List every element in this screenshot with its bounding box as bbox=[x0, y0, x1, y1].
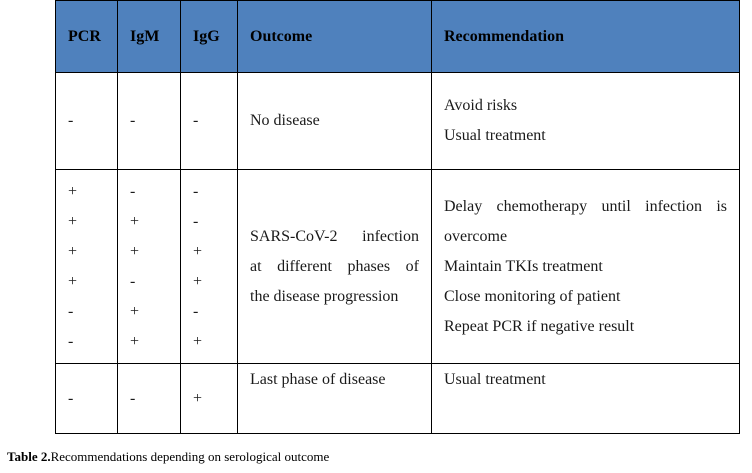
pcr-value: + bbox=[68, 272, 78, 290]
igg-value: - bbox=[193, 182, 199, 200]
recommendations-table bbox=[55, 0, 740, 434]
igg-cell bbox=[181, 170, 238, 364]
igg-cell bbox=[181, 364, 238, 434]
igm-cell bbox=[118, 170, 181, 364]
table-caption bbox=[7, 449, 329, 465]
outcome-cell bbox=[238, 170, 432, 364]
caption-text: Recommendations depending on serological outcome bbox=[50, 449, 330, 464]
recommendation-text: Repeat PCR if negative result bbox=[444, 317, 635, 335]
igm-value: + bbox=[130, 242, 140, 260]
outcome-cell bbox=[238, 73, 432, 170]
table-row bbox=[56, 364, 740, 434]
igm-value: + bbox=[130, 332, 140, 350]
igg-value: - bbox=[193, 302, 199, 320]
header-igg: IgG bbox=[181, 1, 238, 73]
recommendation-cell bbox=[432, 73, 740, 170]
outcome-text: No disease bbox=[250, 112, 320, 129]
pcr-value: + bbox=[68, 212, 78, 230]
igm-value: - bbox=[130, 272, 136, 290]
igg-value: + bbox=[193, 242, 203, 260]
pcr-cell bbox=[56, 364, 118, 434]
pcr-value: + bbox=[68, 242, 78, 260]
igm-cell bbox=[118, 73, 181, 170]
igm-cell bbox=[118, 364, 181, 434]
recommendation-cell bbox=[432, 364, 740, 434]
outcome-text: SARS-CoV-2 infection bbox=[250, 227, 419, 245]
pcr-cell bbox=[56, 170, 118, 364]
igm-value: + bbox=[130, 302, 140, 320]
recommendation-text: Maintain TKIs treatment bbox=[444, 257, 603, 275]
table-header-row bbox=[56, 1, 740, 73]
outcome-text: the disease progression bbox=[250, 287, 399, 305]
pcr-cell bbox=[56, 73, 118, 170]
igm-value: - bbox=[130, 389, 136, 407]
caption-label: Table 2. bbox=[7, 449, 51, 464]
igg-value: + bbox=[193, 389, 203, 407]
igm-value: - bbox=[130, 112, 136, 129]
igg-value: + bbox=[193, 332, 203, 350]
table-row bbox=[56, 170, 740, 364]
outcome-cell bbox=[238, 364, 432, 434]
recommendation-text: Close monitoring of patient bbox=[444, 287, 621, 305]
recommendation-text: Usual treatment bbox=[444, 371, 546, 388]
header-igm: IgM bbox=[118, 1, 181, 73]
pcr-value: - bbox=[68, 332, 74, 350]
pcr-value: - bbox=[68, 302, 74, 320]
recommendation-text: Avoid risks bbox=[444, 97, 518, 114]
igg-value: - bbox=[193, 112, 199, 129]
recommendation-cell bbox=[432, 170, 740, 364]
pcr-value: + bbox=[68, 182, 78, 200]
outcome-text: at different phases of bbox=[250, 257, 419, 275]
igm-value: - bbox=[130, 182, 136, 200]
header-outcome: Outcome bbox=[238, 1, 432, 73]
outcome-text: Last phase of disease bbox=[250, 371, 386, 388]
igg-value: + bbox=[193, 272, 203, 290]
header-recommendation: Recommendation bbox=[432, 1, 740, 73]
recommendation-text: Delay chemotherapy until infection is bbox=[444, 197, 727, 215]
recommendation-text: Usual treatment bbox=[444, 127, 546, 144]
igm-value: + bbox=[130, 212, 140, 230]
pcr-value: - bbox=[68, 112, 74, 129]
table-row bbox=[56, 73, 740, 170]
recommendation-text: overcome bbox=[444, 227, 508, 245]
header-pcr: PCR bbox=[56, 1, 118, 73]
igg-value: - bbox=[193, 212, 199, 230]
igg-cell bbox=[181, 73, 238, 170]
pcr-value: - bbox=[68, 389, 74, 407]
